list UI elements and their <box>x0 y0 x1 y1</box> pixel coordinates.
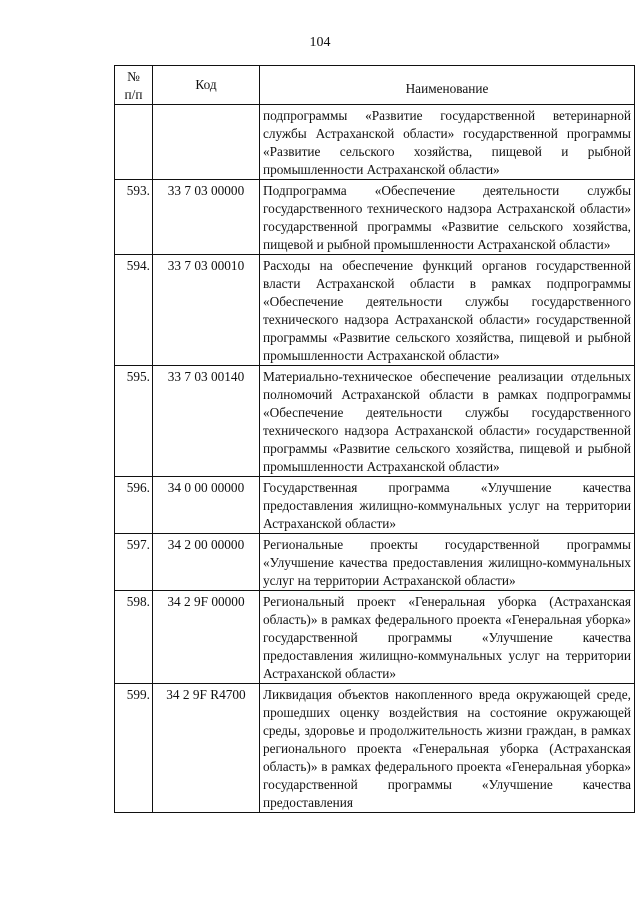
row-name: подпрограммы «Развитие государственной ветеринарной службы Астраханской области» государственной программы «Развитие сельского хозяйства, пищевой и рыбной промышленности Астраханской области» <box>260 105 635 180</box>
row-code: 33 7 03 00010 <box>153 255 260 366</box>
table-row <box>115 477 635 534</box>
row-name: Ликвидация объектов накопленного вреда окружающей среде, прошедших оценку воздействия на состояние окружающей среды, здоровье и продолжительность жизни граждан, в рамках регионального проекта «Генеральная уборка (Астраханская область)» в рамках федерального проекта «Генеральная уборка» государственной программы «Улучшение качества предоставления <box>260 684 635 813</box>
table-row <box>115 684 635 813</box>
row-code: 33 7 03 00000 <box>153 180 260 255</box>
header-code: Код <box>153 66 260 105</box>
table-row <box>115 366 635 477</box>
table-header-row <box>115 66 635 105</box>
header-number-abbrev: п/п <box>124 87 143 102</box>
header-number-symbol: № <box>127 69 140 84</box>
row-number: 594. <box>115 255 153 366</box>
row-code: 33 7 03 00140 <box>153 366 260 477</box>
row-number: 595. <box>115 366 153 477</box>
row-code: 34 2 00 00000 <box>153 534 260 591</box>
row-name: Государственная программа «Улучшение качества предоставления жилищно-коммунальных услуг на территории Астраханской области» <box>260 477 635 534</box>
row-number <box>115 105 153 180</box>
row-name: Расходы на обеспечение функций органов государственной власти Астраханской области в рамках подпрограммы «Обеспечение деятельности службы государственного технического надзора Астраханской области» государственной программы «Развитие сельского хозяйства, пищевой и рыбной промышленности Астраханской области» <box>260 255 635 366</box>
row-number: 599. <box>115 684 153 813</box>
row-code: 34 2 9F 00000 <box>153 591 260 684</box>
table-row <box>115 255 635 366</box>
row-name: Подпрограмма «Обеспечение деятельности службы государственного технического надзора Астраханской области» государственной программы «Развитие сельского хозяйства, пищевой и рыбной промышленности Астраханской области» <box>260 180 635 255</box>
header-name: Наименование <box>260 66 635 105</box>
header-number <box>115 66 153 105</box>
row-code <box>153 105 260 180</box>
row-number: 598. <box>115 591 153 684</box>
row-name: Региональные проекты государственной программы «Улучшение качества предоставления жилищно-коммунальных услуг на территории Астраханской области» <box>260 534 635 591</box>
table-row <box>115 534 635 591</box>
row-number: 596. <box>115 477 153 534</box>
table-row <box>115 591 635 684</box>
row-number: 593. <box>115 180 153 255</box>
row-name: Региональный проект «Генеральная уборка (Астраханская область)» в рамках федерального проекта «Генеральная уборка» государственной программы «Улучшение качества предоставления жилищно-коммунальных услуг на территории Астраханской области» <box>260 591 635 684</box>
row-code: 34 2 9F R4700 <box>153 684 260 813</box>
page-number: 104 <box>309 35 331 50</box>
table-row <box>115 180 635 255</box>
row-number: 597. <box>115 534 153 591</box>
table-row <box>115 105 635 180</box>
row-name: Материально-техническое обеспечение реализации отдельных полномочий Астраханской области в рамках подпрограммы «Обеспечение деятельности службы государственного технического надзора Астраханской области» государственной программы «Развитие сельского хозяйства, пищевой и рыбной промышленности Астраханской области» <box>260 366 635 477</box>
row-code: 34 0 00 00000 <box>153 477 260 534</box>
budget-classification-table <box>114 65 635 813</box>
